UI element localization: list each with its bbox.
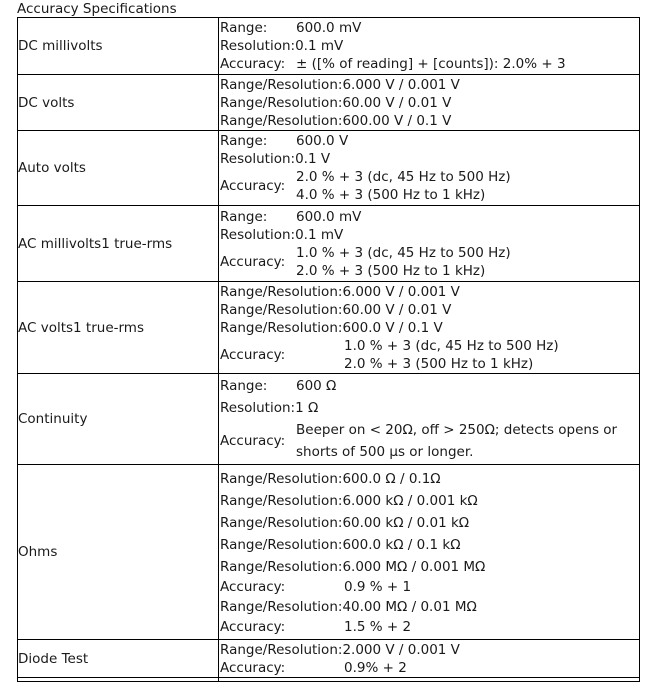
page-title: Accuracy Specifications <box>17 1 177 17</box>
row-details <box>219 206 640 282</box>
range-resolution-label: Range/Resolution: <box>220 537 343 553</box>
accuracy-label: Accuracy: <box>220 178 286 194</box>
accuracy-label: Accuracy: <box>220 56 286 72</box>
accuracy-label: Accuracy: <box>220 433 286 449</box>
row-category: Diode Test <box>18 640 219 678</box>
row-details <box>219 640 640 678</box>
range-resolution-label: Range/Resolution: <box>220 76 343 93</box>
resolution-label: Resolution: <box>220 38 296 54</box>
accuracy-value: 0.9 % + 1 <box>344 579 412 595</box>
table-row <box>18 282 640 374</box>
range-value: 600.0 V <box>296 133 349 149</box>
accuracy-value: 2.0 % + 3 (500 Hz to 1 kHz) <box>344 355 534 372</box>
range-label: Range: <box>220 378 268 394</box>
range-value: 600.0 mV <box>296 208 362 225</box>
range-resolution-value: 60.00 V / 0.01 V <box>342 94 452 111</box>
range-resolution-label: Range/Resolution: <box>220 471 343 487</box>
range-resolution-label: Range/Resolution: <box>220 515 343 531</box>
row-details <box>219 131 640 206</box>
resolution-value: 1 Ω <box>295 400 319 416</box>
range-resolution-value: 60.00 V / 0.01 V <box>342 301 452 318</box>
range-resolution-label: Range/Resolution: <box>220 283 343 300</box>
table-row <box>18 206 640 282</box>
range-label: Range: <box>220 208 268 225</box>
row-category: Ohms <box>18 465 219 640</box>
table-row <box>18 465 640 640</box>
row-details <box>219 465 640 640</box>
range-resolution-label: Range/Resolution: <box>220 319 343 336</box>
range-resolution-label: Range/Resolution: <box>220 559 343 575</box>
range-resolution-value: 6.000 V / 0.001 V <box>342 76 460 93</box>
row-details <box>219 75 640 131</box>
row-category: DC millivolts <box>18 18 219 75</box>
table-row <box>18 75 640 131</box>
resolution-label: Resolution: <box>220 151 296 167</box>
range-resolution-label: Range/Resolution: <box>220 301 343 318</box>
range-resolution-value: 600.0 V / 0.1 V <box>342 319 443 336</box>
row-category: Auto volts <box>18 131 219 206</box>
row-category: AC millivolts1 true-rms <box>18 206 219 282</box>
accuracy-value: ± ([% of reading] + [counts]): 2.0% + 3 <box>296 56 566 72</box>
row-category: DC volts <box>18 75 219 131</box>
row-details <box>219 282 640 374</box>
accuracy-value: 2.0 % + 3 (500 Hz to 1 kHz) <box>296 262 486 279</box>
table-row <box>18 18 640 75</box>
range-resolution-label: Range/Resolution: <box>220 641 343 658</box>
accuracy-label: Accuracy: <box>220 619 286 635</box>
accuracy-value: 1.5 % + 2 <box>344 619 412 635</box>
range-resolution-value: 6.000 MΩ / 0.001 MΩ <box>342 559 486 575</box>
resolution-value: 0.1 mV <box>295 38 344 54</box>
row-details <box>219 374 640 465</box>
range-value: 600.0 mV <box>296 20 362 36</box>
accuracy-label: Accuracy: <box>220 579 286 595</box>
resolution-value: 0.1 V <box>295 151 331 167</box>
accuracy-value: Beeper on < 20Ω, off > 250Ω; detects opens or shorts of 500 µs or longer. <box>296 422 618 460</box>
resolution-value: 0.1 mV <box>295 226 344 243</box>
resolution-label: Resolution: <box>220 400 296 416</box>
accuracy-spec-table <box>17 17 640 682</box>
range-value: 600 Ω <box>296 378 337 394</box>
accuracy-value: 1.0 % + 3 (dc, 45 Hz to 500 Hz) <box>344 337 559 354</box>
row-details <box>219 18 640 75</box>
range-resolution-label: Range/Resolution: <box>220 493 343 509</box>
accuracy-label: Accuracy: <box>220 659 286 676</box>
range-resolution-value: 40.00 MΩ / 0.01 MΩ <box>342 599 477 615</box>
accuracy-label: Accuracy: <box>220 346 286 363</box>
range-resolution-label: Range/Resolution: <box>220 112 343 129</box>
resolution-label: Resolution: <box>220 226 296 243</box>
range-resolution-value: 60.00 kΩ / 0.01 kΩ <box>342 515 470 531</box>
table-row <box>18 131 640 206</box>
row-category: Continuity <box>18 374 219 465</box>
accuracy-value: 1.0 % + 3 (dc, 45 Hz to 500 Hz) <box>296 244 511 261</box>
accuracy-label: Accuracy: <box>220 253 286 270</box>
range-resolution-value: 600.00 V / 0.1 V <box>342 112 452 129</box>
accuracy-value: 2.0 % + 3 (dc, 45 Hz to 500 Hz) <box>296 169 511 185</box>
range-resolution-value: 600.0 kΩ / 0.1 kΩ <box>342 537 461 553</box>
range-resolution-value: 2.000 V / 0.001 V <box>342 641 460 658</box>
range-resolution-value: 6.000 kΩ / 0.001 kΩ <box>342 493 478 509</box>
table-row <box>18 374 640 465</box>
range-resolution-label: Range/Resolution: <box>220 599 343 615</box>
range-resolution-value: 6.000 V / 0.001 V <box>342 283 460 300</box>
range-resolution-value: 600.0 Ω / 0.1Ω <box>342 471 441 487</box>
range-label: Range: <box>220 133 268 149</box>
accuracy-value: 4.0 % + 3 (500 Hz to 1 kHz) <box>296 187 486 203</box>
accuracy-value: 0.9% + 2 <box>344 659 407 676</box>
row-category: AC volts1 true-rms <box>18 282 219 374</box>
table-row <box>18 640 640 678</box>
range-label: Range: <box>220 20 268 36</box>
range-resolution-label: Range/Resolution: <box>220 94 343 111</box>
